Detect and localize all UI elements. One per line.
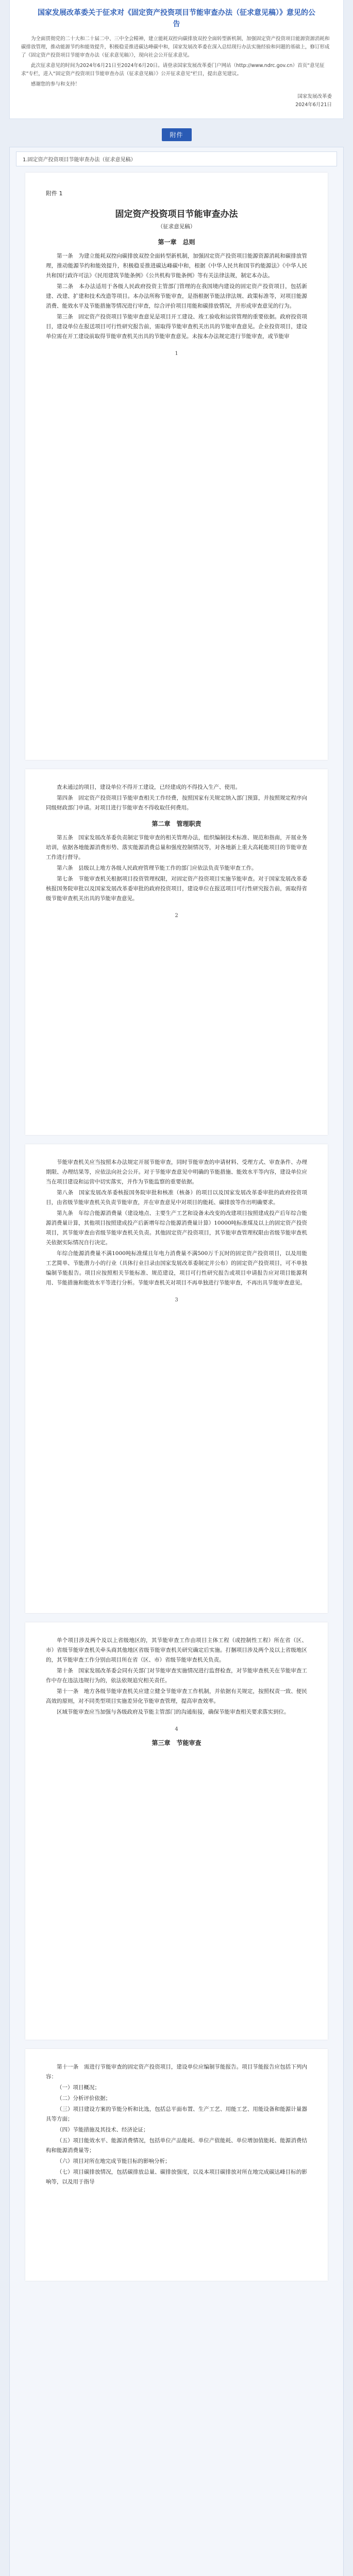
article-paragraph: 第十一条 需进行节能审查的固定资产投资项目，建设单位应编制节能报告。项目节能报告应包括下列内容： <box>46 2064 307 2080</box>
document-page <box>25 173 328 760</box>
article-paragraph: （七）项目碳排放情况，包括碳排放总量、碳排放强度，以及本项目碳排放对所在地完成碳达峰目标的影响等，以及用于指导 <box>46 2169 307 2185</box>
article-paragraph: 第八条 国家发展改革委核报国务院审批和核准（核备）的项目以及国家发展改革委审批的政府投资项目，由省级节能审查机关负责节能审查，并在审查意见中对项目的能耗、碳排放等作出明确要求。 <box>46 1190 307 1206</box>
article-paragraph: 区域节能审查应当加强与各级政府及节能主管部门的沟通衔接，确保节能审查相关要求落实到位。 <box>57 1709 290 1715</box>
document-page <box>25 2049 328 2281</box>
article-paragraph: （四）节能措施及其技术、经济论证； <box>57 2127 149 2133</box>
article-paragraph: 节能审查机关应当按照本办法规定开展节能审查，同时节能审查的申请材料、受理方式、审查条件、办理期限、办理结果等，应依法向社会公开。对于节能审查意见中明确的节能措施、能效水平等内容，建设单位应当在项目建设和运营中切实落实，并作为节能监察的重要依据。 <box>46 1159 307 1185</box>
article-paragraph: 第四条 固定资产投资项目节能审查相关工作经费，按照国家有关规定纳入部门预算，并按照规定程序向同级财政部门申请。对项目进行节能审查不得收取任何费用。 <box>46 795 307 811</box>
article-paragraph: 第一条 为建立能耗双控向碳排放双控全面转型新机制，加强固定资产投资项目能源资源消耗和碳排放管理，推动能源节约和能效提升，积极稳妥推进碳达峰碳中和，根据《中华人民共和国节约能源法》《中华人民共和国行政许可法》《民用建筑节能条例》《公共机构节能条例》等有关法律法规，制定本办法。 <box>46 253 307 279</box>
attachment-link[interactable]: 1.固定资产投资项目节能审查办法（征求意见稿） <box>16 151 337 166</box>
attachment-panel <box>9 147 344 2576</box>
attachment-badge: 附件 <box>161 128 191 141</box>
article-paragraph: 年综合能源消费量不满1000吨标准煤且年电力消费量不满500万千瓦时的固定资产投资项目，以及用能工艺简单、节能潜力小的行业（具体行业目录由国家发展改革委制定并公布）的固定资产投资项目，可不单独编制节能报告。项目应按照相关节能标准、规范建设，项目可行性研究报告或项目申请报告应对项目能源利用、节能措施和能效水平等进行分析。节能审查机关对项目不再单独进行节能审查，不再出具节能审查意见。 <box>46 1250 307 1286</box>
page-number: 2 <box>175 913 178 919</box>
page-number: 3 <box>175 1297 178 1303</box>
chapter-heading: 第二章 管理职责 <box>152 820 201 827</box>
notice-signature: 国家发展改革委 <box>297 94 332 99</box>
notice-title: 国家发展改革委关于征求对《固定资产投资项目节能审查办法（征求意见稿）》意见的公告 <box>38 9 315 28</box>
article-paragraph: （六）项目对所在地完成节能目标的影响分析； <box>57 2158 171 2164</box>
notice-paragraph: 此次征求意见的时间为2024年6月21日至2024年6月20日。请登录国家发展改革委门户网站（http://www.ndrc.gov.cn）首页“意见征求”专栏，进入“固定资产投资项目节能审查办法（征求意见稿）》公开征求意见”栏目，提出意见建议。 <box>21 63 325 77</box>
article-paragraph: （五）项目能效水平、能源消费情况，包括单位产品能耗、单位产值能耗、单位增加值能耗、能源消费结构和能源消费量等； <box>46 2138 307 2154</box>
document-page <box>25 1144 328 1613</box>
article-paragraph: 第二条 本办法适用于各级人民政府投资主管部门管理的在我国境内建设的固定资产投资项目，包括新建、改建、扩建和技术改造等项目。本办法所称节能审查，是指根据节能法律法规、政策标准等，对项目能源消费、能效水平及节能措施等情况进行审查，综合评价项目用能和碳排放情况，并形成审查意见的行为。 <box>46 283 307 309</box>
article-paragraph: （一）项目概况； <box>57 2084 100 2091</box>
document-page <box>25 769 328 1135</box>
article-paragraph: 第九条 年综合能源消费量（建设地点、主要生产工艺和设备未改变的改建项目按照建成投产后年综合能源消费量计算，其他项目按照建成投产后新增年综合能源消费量计算）10000吨标准煤及以上的固定资产投资项目，其节能审查由省级节能审查机关负责。其他固定资产投资项目，其节能审查管理权限由省级节能审查机关依据实际情况自行决定。 <box>46 1210 307 1246</box>
article-paragraph: 第五条 国家发展改革委负责制定节能审查的相关管理办法，组织编制技术标准、规范和指南，开展业务培训，依据各地能源消费形势、落实能源消费总量和强度控制情况等，对各地新上重大高耗能项目的节能审查工作进行督导。 <box>46 835 307 860</box>
article-paragraph: （二）分析评价依据； <box>57 2095 111 2102</box>
attachment-badge-row <box>0 119 353 147</box>
document-title: 固定资产投资项目节能审查办法 <box>115 209 238 219</box>
chapter-heading: 第一章 总则 <box>158 239 195 246</box>
chapter-heading: 第三章 节能审查 <box>152 1739 201 1747</box>
article-paragraph: 查未通过的项目，建设单位不得开工建设，已经建成的不得投入生产、使用。 <box>57 784 241 790</box>
article-paragraph: 第十条 国家发展改革委会同有关部门对节能审查实施情况进行监督检查，对节能审查机关在节能审查工作中存在违法违规行为的，依法依规追究相关责任。 <box>46 1668 307 1684</box>
notice-paragraph: 感谢您的参与和支持！ <box>31 81 80 87</box>
notice-date: 2024年6月21日 <box>295 102 332 108</box>
notice-card <box>9 0 344 119</box>
attachment-label: 附件 1 <box>46 190 63 197</box>
notice-paragraph: 为全面贯彻党的二十大和二十届二中、三中全会精神，建立能耗双控向碳排放双控全面转型新机制，加强固定资产投资项目能源资源消耗和碳排放管理，推动能源节约和能效提升，积极稳妥推进碳达峰碳中和，国家发展改革委在深入总结现行办法实施经验和问题的基础上，修订形成了《固定资产投资项目节能审查办法（征求意见稿）》，现向社会公开征求意见。 <box>21 36 330 58</box>
article-paragraph: 单个项目涉及两个及以上省级地区的，其节能审查工作由项目主体工程（或控制性工程）所在省（区、市）省级节能审查机关牵头商其他地区省级节能审查机关研究确定后实施。打捆项目涉及两个及以上省级地区的，其节能审查工作分别由项目所在省（区、市）省级节能审查机关负责。 <box>46 1637 307 1663</box>
article-paragraph: 第六条 县级以上地方各级人民政府管理节能工作的部门应依法负责节能审查工作。 <box>57 865 257 871</box>
document-subtitle: （征求意见稿） <box>157 224 196 230</box>
article-paragraph: 第七条 节能审查机关根据项目投资管理权限，对固定资产投资项目实施节能审查。对于国家发展改革委核报国务院审批以及国家发展改革委审批的政府投资项目，建设单位在报送项目可行性研究报告前，需取得省级节能审查机关出具的节能审查意见。 <box>46 876 307 902</box>
document-page <box>25 1622 328 2040</box>
page-number: 1 <box>175 351 178 357</box>
article-paragraph: 第三条 固定资产投资项目节能审查意见是项目开工建设、竣工验收和运营管理的重要依据。政府投资项目，建设单位在报送项目可行性研究报告前，需取得节能审查机关出具的节能审查意见。企业投资项目，建设单位需在开工建设前取得节能审查机关出具的节能审查意见。未按本办法规定进行节能审查，或节能审 <box>46 314 307 340</box>
article-paragraph: 第十一条 地方各级节能审查机关应建立健全节能审查工作机制，并依据有关规定，按照权责一致、便民高效的原则，对不同类型项目实施差异化节能审查管理，提高审查效率。 <box>46 1688 307 1704</box>
page-number: 4 <box>175 1726 178 1732</box>
article-paragraph: （三）项目建设方案的节能分析和比选，包括总平面布置、生产工艺、用能工艺、用能设备和能源计量器具等方面； <box>46 2106 307 2122</box>
